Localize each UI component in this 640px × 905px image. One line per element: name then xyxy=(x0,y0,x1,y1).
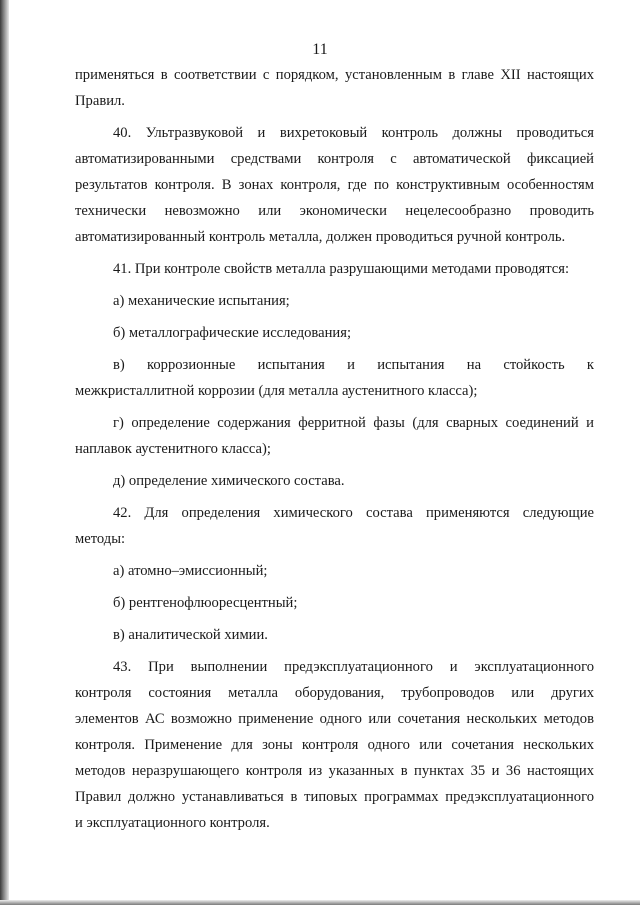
text-line: применяться в соответствии с порядком, установленным в главе XII настоящих xyxy=(75,67,594,83)
text-line: а) механические испытания; xyxy=(113,293,290,309)
text-line: д) определение химического состава. xyxy=(113,473,345,489)
paragraph xyxy=(75,410,594,462)
text-line: а) атомно–эмиссионный; xyxy=(113,563,268,579)
text-line: методы: xyxy=(75,531,126,547)
paragraph xyxy=(75,62,594,114)
text-line: б) металлографические исследования; xyxy=(113,325,351,341)
text-line: 41. При контроле свойств металла разрушающими методами проводятся: xyxy=(113,261,570,277)
text-line: б) рентгенофлюоресцентный; xyxy=(113,595,298,611)
text-line: элементов АС возможно применение одного или сочетания нескольких методов xyxy=(75,711,594,727)
text-line: методов неразрушающего контроля из указанных в пунктах 35 и 36 настоящих xyxy=(75,763,594,779)
text-line: автоматизированными средствами контроля с автоматической фиксацией xyxy=(75,151,594,167)
paragraph xyxy=(75,654,594,836)
scan-edge-bottom xyxy=(0,900,640,905)
paragraph xyxy=(75,120,594,250)
paragraph xyxy=(75,352,594,404)
paragraph xyxy=(75,500,594,552)
text-line: 43. При выполнении предэксплуатационного и эксплуатационного xyxy=(113,659,594,675)
text-line: 42. Для определения химического состава применяются следующие xyxy=(113,505,594,521)
text-line: Правил. xyxy=(75,93,125,109)
text-line: результатов контроля. В зонах контроля, где по конструктивным особенностям xyxy=(75,177,594,193)
text-line: автоматизированный контроль металла, должен проводиться ручной контроль. xyxy=(75,229,566,245)
paragraph xyxy=(75,288,594,314)
paragraph xyxy=(75,590,594,616)
paragraph xyxy=(75,622,594,648)
page-number: 11 xyxy=(312,41,328,58)
paragraph xyxy=(75,256,594,282)
text-line: 40. Ультразвуковой и вихретоковый контроль должны проводиться xyxy=(113,125,594,141)
text-line: в) аналитической химии. xyxy=(113,627,268,643)
paragraph xyxy=(75,468,594,494)
text-line: г) определение содержания ферритной фазы (для сварных соединений и xyxy=(113,415,594,431)
text-line: Правил должно устанавливаться в типовых программах предэксплуатационного xyxy=(75,789,594,805)
text-line: технически невозможно или экономически нецелесообразно проводить xyxy=(75,203,594,219)
paragraph xyxy=(75,320,594,346)
paragraph xyxy=(75,558,594,584)
scan-edge-left xyxy=(0,0,9,905)
text-line: в) коррозионные испытания и испытания на стойкость к xyxy=(113,357,594,373)
text-line: контроля состояния металла оборудования, трубопроводов или других xyxy=(75,685,594,701)
text-line: и эксплуатационного контроля. xyxy=(75,815,270,831)
document-body xyxy=(75,62,594,836)
text-line: контроля. Применение для зоны контроля одного или сочетания нескольких xyxy=(75,737,594,753)
text-line: межкристаллитной коррозии (для металла аустенитного класса); xyxy=(75,383,478,399)
text-line: наплавок аустенитного класса); xyxy=(75,441,271,457)
